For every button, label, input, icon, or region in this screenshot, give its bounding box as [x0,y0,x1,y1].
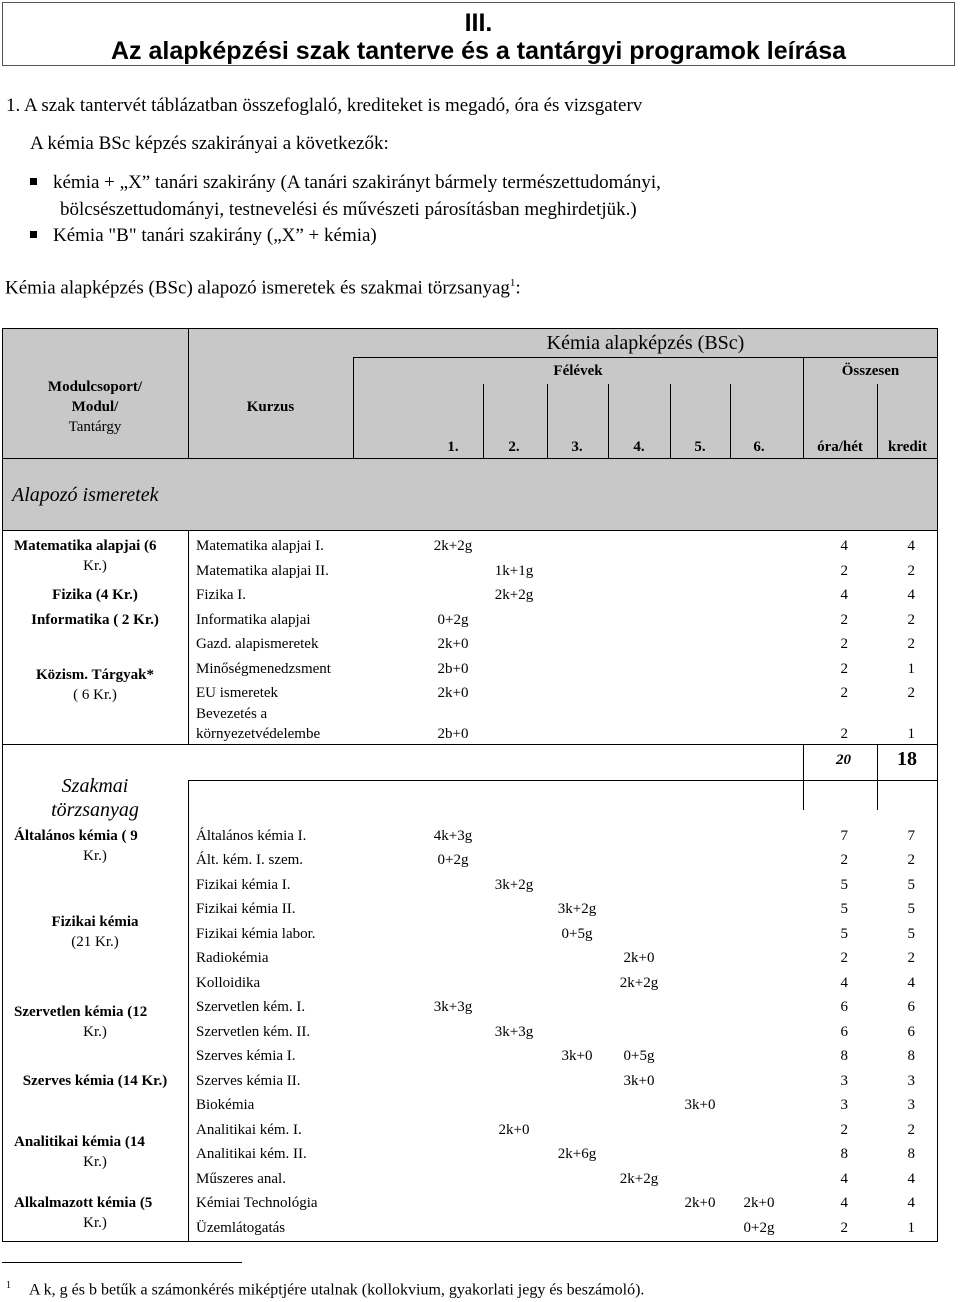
semester-cell: 2k+2g [433,538,473,554]
credit-cell: 5 [907,901,915,917]
module-name: Alkalmazott kémia (5 [14,1195,153,1211]
course-name: környezetvédelembe [196,726,321,742]
header-hline-bottom [2,458,938,459]
credit-cell: 2 [907,950,915,966]
credit-cell: 8 [907,1048,915,1064]
course-name: Gazd. alapismeretek [196,636,319,652]
section-basics: Alapozó ismeretek [12,484,159,506]
header-hline-main [353,357,938,358]
semester-cell: 3k+2g [494,877,534,893]
section-number: III. [464,9,493,37]
header-semester-2: 2. [508,439,520,455]
hours-cell: 5 [840,877,848,893]
course-name: Matematika alapjai II. [196,563,329,579]
module-name: Kr.) [83,1024,107,1040]
credit-cell: 2 [907,612,915,628]
course-name: Fizikai kémia labor. [196,926,316,942]
credit-cell: 6 [907,1024,915,1040]
hours-cell: 2 [840,950,848,966]
header-course: Kurzus [246,399,295,415]
module-name: Kr.) [83,1154,107,1170]
course-name: Kémiai Technológia [196,1195,318,1211]
header-total: Összesen [841,363,900,379]
basics-total-credit: 18 [897,748,917,770]
module-name: Szervetlen kémia (12 [14,1004,148,1020]
module-name: Kr.) [83,1215,107,1231]
footnote [6,1280,644,1299]
semester-cell: 3k+3g [433,999,473,1015]
course-name: Általános kémia I. [196,828,307,844]
header-vline-sem [547,384,548,458]
credit-cell: 2 [907,563,915,579]
course-name: Szerves kémia II. [196,1073,301,1089]
hours-cell: 6 [840,999,848,1015]
semester-cell: 2k+0 [437,685,469,701]
border-bottom [2,1241,938,1242]
course-name: Fizika I. [196,587,246,603]
hours-cell: 4 [840,587,848,603]
header-semester-4: 4. [633,439,645,455]
body-vline-course [188,530,189,744]
section-core: törzsanyag [51,799,139,821]
module-name: Fizikai kémia [51,914,139,930]
course-name: Analitikai kém. I. [196,1122,302,1138]
heading-curriculum: 1. A szak tantervét táblázatban összefoglaló, krediteket is megadó, óra és vizsgaterv [6,95,643,116]
bullet-square-icon [30,231,37,238]
course-name: Radiokémia [196,950,269,966]
module-name: Kr.) [83,848,107,864]
credit-cell: 7 [907,828,915,844]
semester-cell: 0+5g [623,1048,655,1064]
bullet-square-icon [30,178,37,185]
header-semester-5: 5. [694,439,706,455]
credit-cell: 4 [907,975,915,991]
semester-cell: 2k+0 [623,950,655,966]
module-name: (21 Kr.) [71,934,119,950]
header-hours: óra/hét [817,439,863,455]
hours-cell: 3 [840,1073,848,1089]
semester-cell: 2k+0 [743,1195,775,1211]
header-vline-course [188,328,189,458]
bullet-text-2: Kémia "B" tanári szakirány („X” + kémia) [53,225,377,246]
course-name: EU ismeretek [196,685,279,701]
hours-cell: 4 [840,1171,848,1187]
hours-cell: 4 [840,1195,848,1211]
semester-cell: 0+2g [437,612,469,628]
hours-cell: 4 [840,975,848,991]
semester-cell: 0+5g [561,926,593,942]
heading-colon: : [515,277,521,299]
module-name: Informatika ( 2 Kr.) [31,612,159,628]
hours-cell: 2 [840,726,848,742]
header-semester-1: 1. [447,439,459,455]
semester-cell: 3k+3g [494,1024,534,1040]
module-name: Közism. Tárgyak* [35,667,155,683]
semester-cell: 2k+2g [619,975,659,991]
course-name: Szerves kémia I. [196,1048,296,1064]
header-credit: kredit [888,439,927,455]
course-name: Műszeres anal. [196,1171,286,1187]
footnote-separator [2,1262,242,1263]
section-core: Szakmai [61,775,129,797]
header-semesters: Félévek [553,363,603,379]
heading-table [5,277,521,299]
hours-cell: 2 [840,1122,848,1138]
credit-cell: 5 [907,877,915,893]
semester-cell: 2k+0 [498,1122,530,1138]
credit-cell: 4 [907,587,915,603]
hours-cell: 4 [840,538,848,554]
hours-cell: 2 [840,612,848,628]
body-vline-course [188,780,189,1242]
header-module: Tantárgy [68,419,122,435]
hours-cell: 6 [840,1024,848,1040]
credit-cell: 1 [907,726,915,742]
course-name: Üzemlátogatás [196,1220,286,1236]
border-top [2,328,938,329]
credit-cell: 5 [907,926,915,942]
header-vline-sem [483,384,484,458]
bullet-item-2 [30,225,377,247]
basics-total-hours: 20 [836,752,851,768]
semester-cell: 2k+6g [557,1146,597,1162]
module-name: Analitikai kémia (14 [14,1134,145,1150]
credit-cell: 1 [907,661,915,677]
semester-cell: 2b+0 [437,726,469,742]
credit-cell: 4 [907,538,915,554]
basics-end-line [2,744,938,745]
credit-cell: 4 [907,1195,915,1211]
section-hline [2,530,938,531]
course-name: Szervetlen kém. I. [196,999,306,1015]
header-vline-sem [608,384,609,458]
semester-cell: 3k+0 [561,1048,593,1064]
semester-cell: 3k+0 [684,1097,716,1113]
semester-cell: 3k+0 [623,1073,655,1089]
section-title: Az alapképzési szak tanterve és a tantárgyi programok leírása [110,37,847,65]
course-name: Szervetlen kém. II. [196,1024,311,1040]
header-vline-sem [670,384,671,458]
module-name: Szerves kémia (14 Kr.) [22,1073,168,1089]
semester-cell: 2k+2g [619,1171,659,1187]
module-name: Matematika alapjai (6 [14,538,157,554]
credit-cell: 2 [907,1122,915,1138]
bullet-text-1a: kémia + „X” tanári szakirány (A tanári szakirányt bármely természettudományi, [53,172,661,193]
hours-cell: 5 [840,926,848,942]
credit-cell: 3 [907,1097,915,1113]
hours-cell: 7 [840,828,848,844]
semester-cell: 4k+3g [433,828,473,844]
semester-cell: 2k+0 [684,1195,716,1211]
hours-cell: 2 [840,852,848,868]
header-semester-3: 3. [571,439,583,455]
semester-cell: 2b+0 [437,661,469,677]
course-name: Informatika alapjai [196,612,311,628]
course-name: Ált. kém. I. szem. [196,852,304,868]
credit-cell: 3 [907,1073,915,1089]
header-vline-sem [730,384,731,458]
border-right [937,328,938,1242]
hours-cell: 2 [840,661,848,677]
hours-cell: 3 [840,1097,848,1113]
course-name: Matematika alapjai I. [196,538,324,554]
course-name: Fizikai kémia I. [196,877,291,893]
credit-cell: 2 [907,636,915,652]
hours-cell: 2 [840,1220,848,1236]
credit-cell: 2 [907,852,915,868]
hours-cell: 2 [840,685,848,701]
semester-cell: 3k+2g [557,901,597,917]
footnote-text: A k, g és b betűk a számonkérés miképtjére utalnak (kollokvium, gyakorlati jegy és beszámoló). [29,1281,645,1299]
course-name: Kolloidika [196,975,261,991]
hours-cell: 8 [840,1146,848,1162]
semester-cell: 0+2g [437,852,469,868]
bullet-item-1-cont: bölcsészettudományi, testnevelési és művészeti párosításban meghirdetjük.) [60,199,637,220]
header-module: Modulcsoport/ [47,379,143,395]
section-title-box [2,2,955,66]
course-name: Minőségmenedzsment [196,661,331,677]
header-module: Modul/ [71,399,119,415]
course-name: Bevezetés a [196,706,268,722]
bullet-item-1 [30,172,661,194]
semester-cell: 2k+2g [494,587,534,603]
credit-cell: 4 [907,1171,915,1187]
footnote-mark: 1 [6,1280,11,1291]
hours-cell: 5 [840,901,848,917]
curriculum-table [2,328,938,1242]
footnote-ref: 1 [509,277,516,289]
semester-cell: 1k+1g [494,563,534,579]
credit-cell: 6 [907,999,915,1015]
module-name: Fizika (4 Kr.) [52,587,138,603]
course-name: Fizikai kémia II. [196,901,296,917]
credit-cell: 8 [907,1146,915,1162]
hours-cell: 2 [840,636,848,652]
module-name: Kr.) [83,558,107,574]
heading-table-text: Kémia alapképzés (BSc) alapozó ismeretek és szakmai törzsanyag [5,277,510,299]
core-vline [877,780,878,810]
semester-cell: 0+2g [743,1220,775,1236]
hours-cell: 8 [840,1048,848,1064]
semester-cell: 2k+0 [437,636,469,652]
header-main: Kémia alapképzés (BSc) [546,332,745,354]
credit-cell: 2 [907,685,915,701]
core-vline [803,780,804,810]
header-semester-6: 6. [753,439,765,455]
module-name: Általános kémia ( 9 [14,828,138,844]
course-name: Analitikai kém. II. [196,1146,307,1162]
heading-specializations: A kémia BSc képzés szakirányai a következők: [30,133,389,154]
credit-cell: 1 [907,1220,915,1236]
module-name: ( 6 Kr.) [73,687,117,703]
core-start-line [188,780,938,781]
course-name: Biokémia [196,1097,255,1113]
hours-cell: 2 [840,563,848,579]
